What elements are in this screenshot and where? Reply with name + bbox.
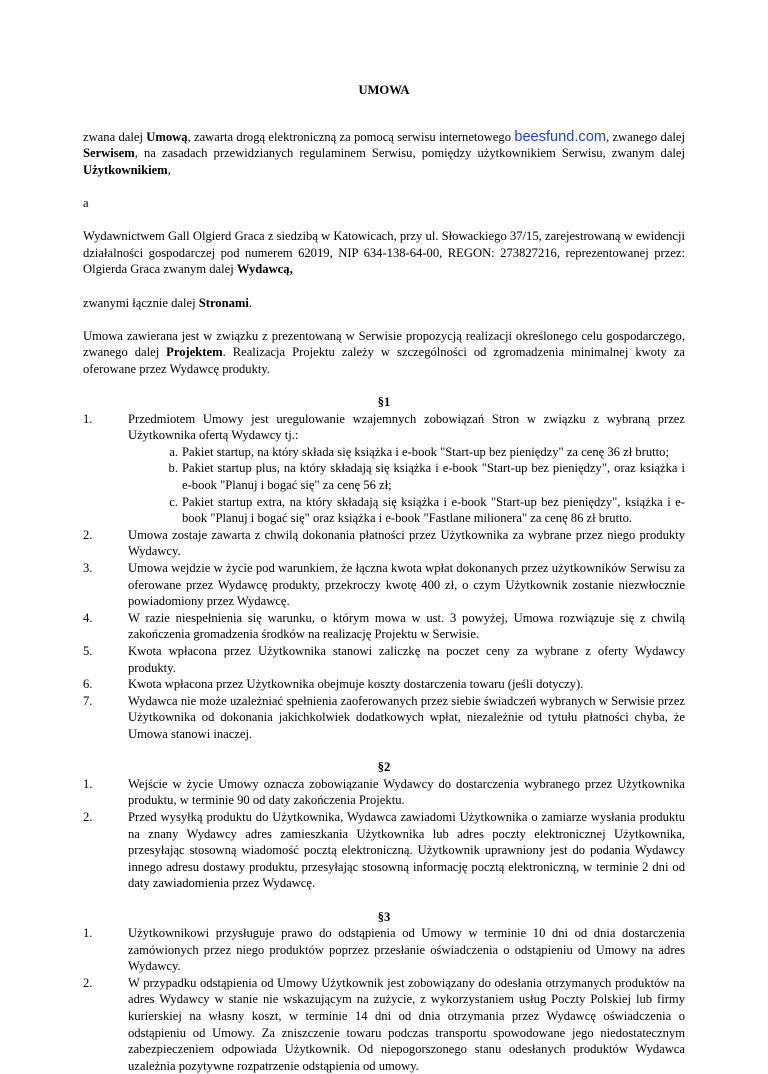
list-item: 4. W razie niespełnienia się warunku, o którym mowa w ust. 3 powyżej, Umowa rozwiązuje się z chwilą zakończenia gromadzenia środków na realizację Projektu w Serwisie. — [83, 610, 685, 642]
intro-paragraph-4: Umowa zawierana jest w związku z prezentowaną w Serwisie propozycją realizacji określonego celu gospodarczego, zwanego dalej Projektem. Realizacja Projektu zależy w szczególności od zgromadzenia minimalnej kwoty za oferowane przez Wydawcę produkty. — [83, 328, 685, 376]
intro-paragraph-3: zwanymi łącznie dalej Stronami. — [83, 295, 253, 310]
list-item: 2. W przypadku odstąpienia od Umowy Użytkownik jest zobowiązany do odesłania otrzymanych produktów na adres Wydawcy w stanie nie wskazującym na zużycie, z wykorzystaniem usług Poczty Polskiej lub firmy kurierskiej na własny koszt, w terminie 14 dni od dnia otrzymania przez Wydawcę oświadczenia o odstąpieniu od Umowy. Za zniszczenie towaru podczas transportu spowodowane jego niedostatecznym zabezpieczeniem odpowiada Użytkownik. Od niepogorszonego stanu odesłanych produktów Wydawca uzależnia pozytywne rozpatrzenie odstąpienia od umowy. — [83, 975, 685, 1073]
section-3-title: §3 — [377, 909, 391, 924]
section-2-title: §2 — [377, 760, 391, 775]
list-item: 2. Przed wysyłką produktu do Użytkownika, Wydawca zawiadomi Użytkownika o zamiarze wysłania produktu na znany Wydawcy adres zamieszkania Użytkownika lub adres poczty elektronicznej Użytkownika, przesyłając stosowną wiadomość pocztą elektroniczną. Użytkownik uprawniony jest do podania Wydawcy innego adresu dostawy produktu, przesyłając stosowną informację pocztą elektroniczną, w terminie 2 dni od daty zawiadomienia przez Wydawcę. — [83, 809, 685, 891]
intro-paragraph-1: zwana dalej Umową, zawarta drogą elektroniczną za pomocą serwisu internetowego beesfund.com, zwanego dalej Serwisem, na zasadach przewidzianych regulaminem Serwisu, pomiędzy użytkownikiem Serwisu, zwanym dalej Użytkownikiem, — [83, 128, 685, 177]
and-line: a — [83, 195, 89, 210]
section-2-list — [83, 776, 685, 892]
sub-item-a: a. Pakiet startup, na który składa się książka i e-book "Start-up bez pieniędzy" za cenę 36 zł brutto; — [169, 444, 669, 459]
document-body — [83, 82, 685, 1074]
list-item: 5. Kwota wpłacona przez Użytkownika stanowi zaliczkę na poczet ceny za wybrane z oferty Wydawcy produkty. — [83, 644, 685, 675]
list-item: 1. Użytkownikowi przysługuje prawo do odstąpienia od Umowy w terminie 10 dni od dnia dostarczenia zamówionych przez niego produktów poprzez przesłanie oświadczenia o odstąpieniu od Umowy na adres Wydawcy. — [83, 926, 685, 974]
intro-paragraph-2: Wydawnictwem Gall Olgierd Graca z siedzibą w Katowicach, przy ul. Słowackiego 37/15, zarejestrowaną w ewidencji działalności gospodarczej pod numerem 62019, NIP 634-138-64-00, REGON: 273827216, reprezentowanej przez: Olgierda Graca zwanym dalej Wydawcą, — [83, 229, 685, 277]
list-item: 7. Wydawca nie może uzależniać spełnienia zaoferowanych przez siebie świadczeń wybranych w Serwisie przez Użytkownika od dokonania jakichkolwiek dodatkowych wpłat, niezależnie od tytułu płatności chyba, że Umowa stanowi inaczej. — [83, 693, 685, 741]
sub-item-c: c. Pakiet startup extra, na który składają się książka i e-book "Start-up bez pieniędzy", książka i e-book "Planuj i bogać się" oraz książka i e-book "Fastlane milionera" za cenę 86 zł brutto. — [169, 494, 685, 526]
list-item: 1. Przedmiotem Umowy jest uregulowanie wzajemnych zobowiązań Stron w związku z wybraną przez Użytkownika ofertą Wydawcy tj.: a. Pakiet startup, na który składa się książka i e-book "Start-up bez pieniędzy" za cenę 36 zł brutto; b. Pakiet startup plus, na który składają się książka i e-book "Start-up bez pieniędzy", oraz książka i e-book "Planuj i bogać się" za cenę 56 zł; c. Pakiet startup extra, na który składają się książka i e-book "Start-up bez pieniędzy", książka i e-book "Planuj i bogać się" oraz książka i e-book "Fastlane milionera" za cenę 86 zł brutto. — [83, 411, 685, 526]
list-item: 6. Kwota wpłacona przez Użytkownika obejmuje koszty dostarczenia towaru (jeśli dotyczy). — [83, 677, 584, 692]
section-1-list — [83, 411, 685, 743]
sub-item-b: b. Pakiet startup plus, na który składają się książka i e-book "Start-up bez pieniędzy", oraz książka i e-book "Planuj i bogać się" za cenę 56 zł; — [168, 461, 685, 493]
section-3-list — [83, 925, 685, 1074]
section-1-title: §1 — [377, 395, 391, 410]
document-title: UMOWA — [358, 83, 410, 97]
list-item: 1. Wejście w życie Umowy oznacza zobowiązanie Wydawcy do dostarczenia wybranego przez Użytkownika produktu, w terminie 90 od daty zakończenia Projektu. — [83, 776, 685, 808]
beesfund-link[interactable]: beesfund.com — [514, 128, 607, 145]
list-item: 2. Umowa zostaje zawarta z chwilą dokonania płatności przez Użytkownika za wybrane przez niego produkty Wydawcy. — [83, 527, 685, 559]
list-item: 3. Umowa wejdzie w życie pod warunkiem, że łączna kwota wpłat dokonanych przez użytkowników Serwisu za oferowane przez Wydawcę produkty, przekroczy kwotę 400 zł, o czym Użytkownik zostanie niezwłocznie powiadomiony przez Wydawcę. — [83, 561, 685, 609]
